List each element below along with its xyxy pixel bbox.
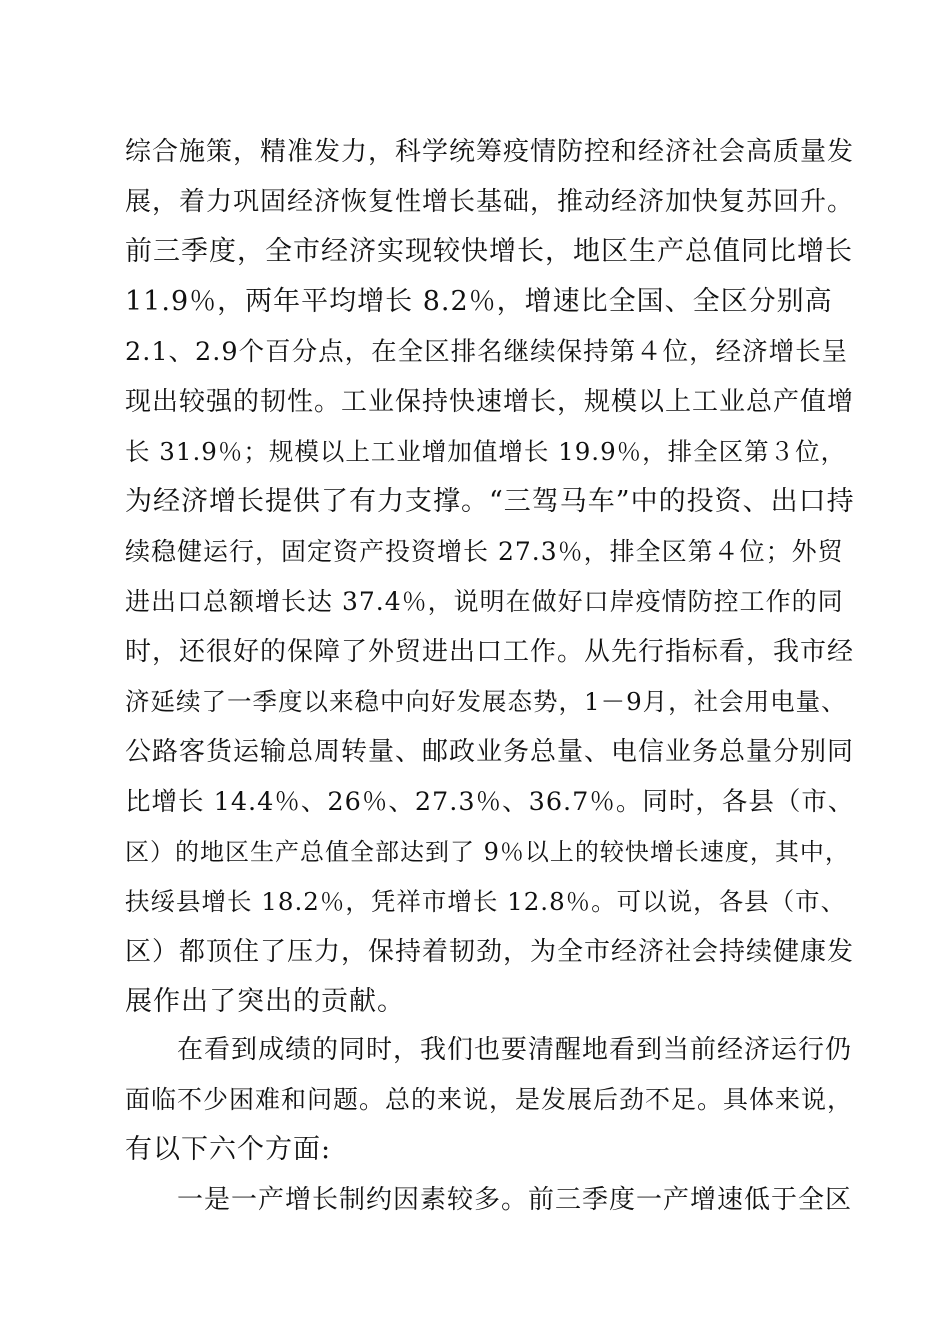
text-line: 区）的地区生产总值全部达到了 9％以上的较快增长速度，其中， bbox=[125, 838, 850, 866]
text-line: 综合施策，精准发力，科学统筹疫情防控和经济社会高质量发 bbox=[125, 137, 855, 167]
text-line: 现出较强的韧性。工业保持快速增长，规模以上工业总产值增 bbox=[125, 387, 855, 417]
paragraph-first-line: 一是一产增长制约因素较多。前三季度一产增速低于全区 bbox=[177, 1185, 853, 1215]
text-line: 面临不少困难和问题。总的来说，是发展后劲不足。具体来说， bbox=[125, 1085, 854, 1114]
text-line: 11.9％，两年平均增长 8.2％，增速比全国、全区分别高 bbox=[125, 286, 833, 317]
text-line: 前三季度，全市经济实现较快增长，地区生产总值同比增长 bbox=[125, 236, 853, 267]
text-line: 公路客货运输总周转量、邮政业务总量、电信业务总量分别同 bbox=[125, 737, 855, 767]
text-line: 区）都顶住了压力，保持着韧劲，为全市经济社会持续健康发 bbox=[125, 937, 855, 967]
text-line: 济延续了一季度以来稳中向好发展态势，1－9月，社会用电量、 bbox=[125, 687, 847, 716]
text-line: 有以下六个方面: bbox=[125, 1134, 332, 1165]
text-line: 时，还很好的保障了外贸进出口工作。从先行指标看，我市经 bbox=[125, 637, 855, 667]
text-line: 长 31.9％；规模以上工业增加值增长 19.9％，排全区第３位， bbox=[125, 437, 847, 466]
text-line: 比增长 14.4％、26％、27.3％、36.7％。同时，各县（市、 bbox=[125, 787, 855, 817]
text-line: 2.1、2.9个百分点，在全区排名继续保持第４位，经济增长呈 bbox=[125, 337, 849, 367]
text-line: 展作出了突出的贡献。 bbox=[125, 986, 405, 1017]
text-line: 进出口总额增长达 37.4％，说明在做好口岸疫情防控工作的同 bbox=[125, 587, 844, 616]
text-line: 为经济增长提供了有力支撑。“三驾马车”中的投资、出口持 bbox=[125, 486, 855, 517]
text-line: 展，着力巩固经济恢复性增长基础，推动经济加快复苏回升。 bbox=[125, 187, 855, 217]
text-line: 扶绥县增长 18.2％，凭祥市增长 12.8％。可以说，各县（市、 bbox=[125, 887, 847, 916]
paragraph-first-line: 在看到成绩的同时，我们也要清醒地看到当前经济运行仍 bbox=[177, 1035, 853, 1065]
text-line: 续稳健运行，固定资产投资增长 27.3％，排全区第４位；外贸 bbox=[125, 537, 844, 566]
